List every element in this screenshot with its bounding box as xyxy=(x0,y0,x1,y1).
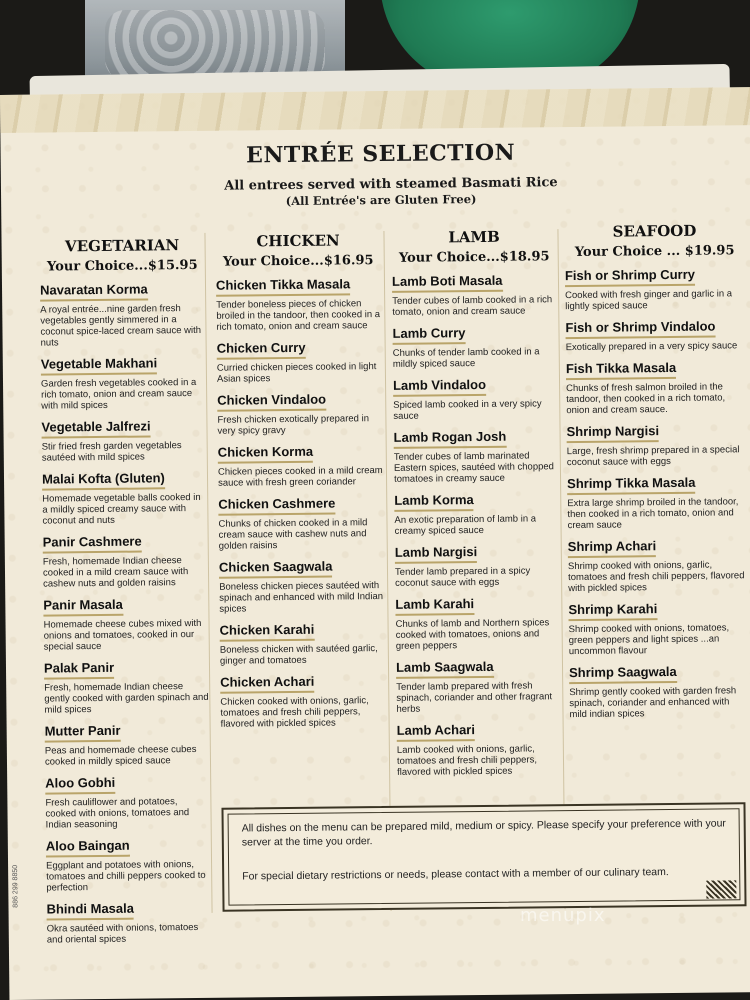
item-description: Fresh, homemade Indian cheese gently cooked with garden spinach and mild spices xyxy=(44,681,209,716)
item-description: Tender cubes of lamb cooked in a rich tomato, onion and cream sauce xyxy=(392,294,553,318)
item-description: Exotically prepared in a very spicy sauce xyxy=(565,340,738,354)
item-description: Chunks of fresh salmon broiled in the tandoor, then cooked in a rich tomato, onion and cream sauce. xyxy=(566,381,726,417)
menu-item xyxy=(44,658,210,716)
item-name: Lamb Korma xyxy=(394,492,474,512)
note-box xyxy=(221,802,746,911)
item-description: Tender lamb prepared with fresh spinach, coriander and other fragrant herbs xyxy=(396,680,553,715)
item-description: Okra sautéed with onions, tomatoes and oriental spices xyxy=(46,921,199,946)
item-name: Shrimp Karahi xyxy=(568,601,657,621)
spice-preference-note: All dishes on the menu can be prepared mild, medium or spicy. Please specify your preference with your server at the time you order. xyxy=(241,817,726,849)
column-heading: LAMB xyxy=(448,227,500,247)
menu-item xyxy=(218,442,383,489)
item-description: Eggplant and potatoes with onions, tomatoes and chilli peppers cooked to perfection xyxy=(46,859,206,894)
item-name: Aloo Baingan xyxy=(46,838,130,858)
item-description: Homemade vegetable balls cooked in a mildly spiced creamy sauce with coconut and nuts xyxy=(42,491,201,527)
item-name: Panir Masala xyxy=(43,597,123,617)
item-description: Cooked with fresh ginger and garlic in a lightly spiced sauce xyxy=(565,288,733,313)
menu-item xyxy=(220,672,386,730)
menu-item xyxy=(392,271,557,318)
menu-item xyxy=(567,473,748,531)
corner-ornament xyxy=(706,880,736,898)
vegetarian-column xyxy=(39,236,211,946)
item-description: Extra large shrimp broiled in the tandoor, then cooked in a rich tomato, onion and cream sauce xyxy=(567,496,739,532)
item-name: Shrimp Tikka Masala xyxy=(567,475,696,495)
item-description: Chicken cooked with onions, garlic, tomatoes and fresh chili peppers, flavored with pickled spices xyxy=(220,695,369,730)
dietary-note: For special dietary restrictions or needs, please contact with a member of our culinary team. xyxy=(242,866,669,883)
menu-item xyxy=(46,899,211,946)
item-name: Shrimp Nargisi xyxy=(566,423,659,443)
item-name: Lamb Nargisi xyxy=(395,544,478,564)
column-heading: SEAFOOD xyxy=(612,221,697,241)
item-name: Aloo Gobhi xyxy=(45,775,115,795)
menu-item xyxy=(565,265,745,312)
item-name: Chicken Saagwala xyxy=(219,559,333,579)
item-name: Lamb Boti Masala xyxy=(392,273,503,293)
menu-item xyxy=(394,427,560,485)
item-description: Garden fresh vegetables cooked in a rich tomato, onion and cream sauce with mild spices xyxy=(40,376,197,412)
menu-item xyxy=(566,358,747,416)
menu-item xyxy=(394,490,559,537)
menu-item xyxy=(396,657,562,715)
item-description: Stir fried fresh garden vegetables sautéed with mild spices xyxy=(41,440,182,464)
menu-item xyxy=(46,836,212,894)
item-description: Shrimp cooked with onions, tomatoes, green peppers and light spices ...an uncommon flavour xyxy=(568,622,730,658)
item-name: Fish or Shrimp Curry xyxy=(565,267,695,287)
item-name: Lamb Achari xyxy=(397,722,475,742)
column-heading: CHICKEN xyxy=(256,231,340,251)
item-name: Vegetable Makhani xyxy=(41,355,158,375)
item-description: Shrimp cooked with onions, garlic, tomatoes and fresh chili peppers, flavored with pickled spices xyxy=(567,559,745,595)
item-description: Chunks of lamb and Northern spices cooked with tomatoes, onions and green peppers xyxy=(395,617,550,652)
menu-item xyxy=(392,323,557,370)
menu-item xyxy=(217,390,382,437)
rice-note: All entrees served with steamed Basmati Rice xyxy=(224,175,558,194)
lamb-column xyxy=(391,227,562,778)
menu-item xyxy=(45,721,210,768)
item-description: Tender boneless pieces of chicken broiled in the tandoor, then cooked in a rich tomato, onion and cream sauce xyxy=(216,298,381,333)
item-description: Curried chicken pieces cooked in light Asian spices xyxy=(216,361,377,385)
item-description: Tender cubes of lamb marinated Eastern spices, sautéed with chopped tomatoes in creamy sauce xyxy=(393,450,554,485)
item-name: Lamb Karahi xyxy=(395,596,474,616)
item-name: Bhindi Masala xyxy=(46,901,134,921)
item-name: Fish Tikka Masala xyxy=(566,360,677,380)
item-name: Fish or Shrimp Vindaloo xyxy=(565,319,715,340)
menu-item xyxy=(569,662,750,720)
menu-item xyxy=(218,494,384,552)
item-name: Chicken Korma xyxy=(218,444,314,464)
item-description: Fresh chicken exotically prepared in very spicy gravy xyxy=(217,413,370,437)
item-description: Homemade cheese cubes mixed with onions and tomatoes, cooked in our special sauce xyxy=(43,617,202,653)
item-description: Chicken pieces cooked in a mild cream sauce with fresh green coriander xyxy=(217,465,383,489)
menu-item xyxy=(395,594,561,652)
column-heading: VEGETARIAN xyxy=(64,236,180,256)
item-name: Chicken Tikka Masala xyxy=(216,276,350,296)
item-description: Lamb cooked with onions, garlic, tomatoes and fresh chili peppers, flavored with pickled spices xyxy=(396,743,538,778)
item-name: Chicken Curry xyxy=(217,340,306,360)
item-description: Boneless chicken with sautéed garlic, ginger and tomatoes xyxy=(219,643,378,667)
menu-item xyxy=(566,421,746,468)
column-price: Your Choice...$15.95 xyxy=(46,257,198,275)
item-name: Mutter Panir xyxy=(45,723,121,743)
item-description: Chunks of tender lamb cooked in a mildly spiced sauce xyxy=(392,346,540,370)
item-name: Palak Panir xyxy=(44,660,114,680)
menu-item xyxy=(393,375,558,422)
item-name: Panir Cashmere xyxy=(43,534,142,554)
item-name: Chicken Vindaloo xyxy=(217,392,326,412)
item-name: Lamb Curry xyxy=(392,325,465,345)
item-name: Navaratan Korma xyxy=(40,281,148,301)
item-name: Lamb Saagwala xyxy=(396,659,494,679)
decorative-border xyxy=(0,87,750,133)
item-name: Lamb Rogan Josh xyxy=(394,429,507,449)
item-name: Chicken Karahi xyxy=(220,622,315,642)
item-name: Chicken Cashmere xyxy=(218,496,335,516)
item-name: Lamb Vindaloo xyxy=(393,377,486,397)
item-description: Spiced lamb cooked in a very spicy sauce xyxy=(393,398,542,422)
item-name: Shrimp Achari xyxy=(568,538,657,558)
item-description: Large, fresh shrimp prepared in a special coconut sauce with eggs xyxy=(566,444,740,469)
menu-item xyxy=(41,354,207,412)
menu-item xyxy=(41,417,206,464)
item-name: Malai Kofta (Gluten) xyxy=(42,470,165,490)
menu-item xyxy=(219,557,385,615)
chicken-column xyxy=(215,231,385,730)
item-name: Vegetable Jalfrezi xyxy=(41,418,150,438)
menu-item xyxy=(568,536,749,594)
column-price: Your Choice ... $19.95 xyxy=(574,243,735,260)
menu-item xyxy=(40,280,206,349)
column-price: Your Choice...$16.95 xyxy=(222,253,374,270)
item-description: Fresh, homemade Indian cheese cooked in a mild cream sauce with cashew nuts and golden raisins xyxy=(42,555,189,590)
item-description: Peas and homemade cheese cubes cooked in mildly spiced sauce xyxy=(44,743,197,768)
item-name: Chicken Achari xyxy=(220,674,314,694)
menu-item xyxy=(43,532,209,590)
item-name: Shrimp Saagwala xyxy=(569,664,677,684)
item-description: Fresh cauliflower and potatoes, cooked with onions, tomatoes and Indian seasoning xyxy=(45,796,190,831)
item-description: Chunks of chicken cooked in a mild cream sauce with cashew nuts and golden raisins xyxy=(218,517,368,552)
column-price: Your Choice...$18.95 xyxy=(398,249,550,266)
menu-item xyxy=(568,599,749,657)
menu-page xyxy=(0,87,750,1000)
gluten-note: (All Entrée's are Gluten Free) xyxy=(285,192,477,209)
item-description: A royal entrée...nine garden fresh vegetables gently simmered in a coconut spice-laced cream sauce with nuts xyxy=(40,303,202,349)
menu-item xyxy=(43,595,209,653)
page-title: ENTRÉE SELECTION xyxy=(245,139,516,169)
menu-item xyxy=(220,620,385,667)
menu-item xyxy=(397,720,563,778)
menu-item xyxy=(45,773,211,831)
menu-item xyxy=(42,469,208,527)
watermark-text: menupix xyxy=(520,905,606,926)
side-print-code: 886 299 8850 xyxy=(12,864,20,908)
menu-item xyxy=(217,338,382,385)
menu-item xyxy=(395,542,560,589)
item-description: Shrimp gently cooked with garden fresh spinach, coriander and enhanced with mild indian spices xyxy=(569,685,737,721)
item-description: Tender lamb prepared in a spicy coconut sauce with eggs xyxy=(394,565,531,589)
menu-item xyxy=(565,317,745,353)
seafood-column xyxy=(564,221,749,720)
menu-item xyxy=(216,275,382,333)
item-description: Boneless chicken pieces sautéed with spinach and enhanced with mild Indian spices xyxy=(219,580,384,615)
item-description: An exotic preparation of lamb in a creamy spiced sauce xyxy=(394,513,537,537)
